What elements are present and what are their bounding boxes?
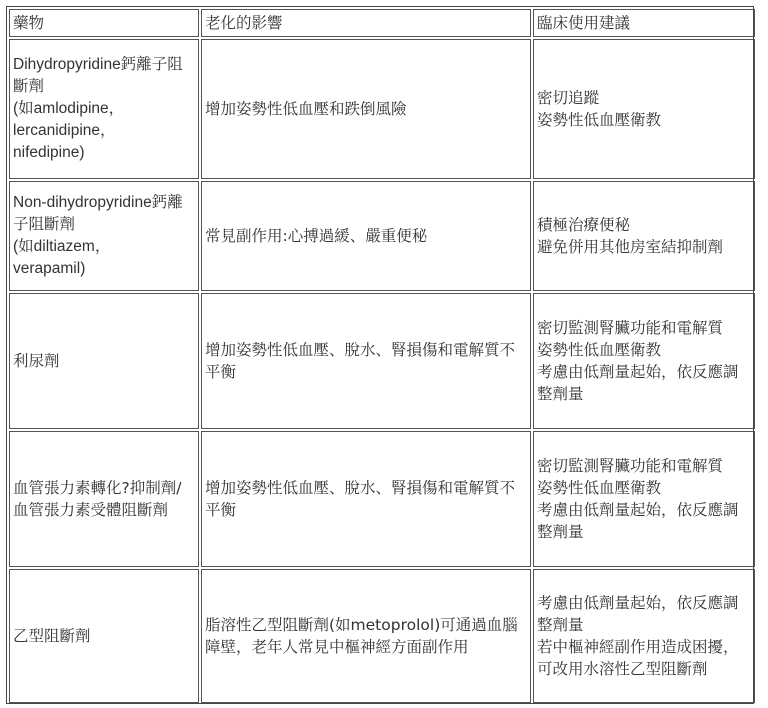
advice-cell (533, 39, 755, 179)
drug-cell (9, 181, 199, 291)
advice-line: 避免併用其他房室結抑制劑 (537, 238, 724, 256)
header-aging-effect: 老化的影響 (201, 9, 531, 37)
effect-cell (201, 39, 531, 179)
advice-line: 考慮由低劑量起始，依反應調整劑量 (537, 363, 739, 403)
advice-line: 考慮由低劑量起始，依反應調整劑量 (537, 594, 739, 634)
effect-line: 常見副作用:心搏過緩、嚴重便秘 (205, 227, 428, 245)
advice-line: 姿勢性低血壓衛教 (537, 111, 662, 129)
drug-cell (9, 293, 199, 429)
table-row (9, 431, 755, 567)
advice-cell (533, 569, 755, 703)
drug-line: Non-dihydropyridine鈣離子阻斷劑 (13, 194, 183, 233)
advice-line: 積極治療便秘 (537, 216, 631, 234)
drug-cell (9, 431, 199, 567)
header-clinical-advice: 臨床使用建議 (533, 9, 755, 37)
header-drug: 藥物 (9, 9, 199, 37)
drug-line: verapamil) (13, 260, 86, 277)
drug-cell (9, 39, 199, 179)
effect-line: 脂溶性乙型阻斷劑(如metoprolol)可通過血腦障壁，老年人常見中樞神經方面副作用 (205, 616, 518, 656)
advice-line: 姿勢性低血壓衛教 (537, 479, 662, 497)
table-row (9, 39, 755, 179)
drug-line: 血管張力素轉化?抑制劑/血管張力素受體阻斷劑 (13, 479, 182, 519)
advice-cell (533, 431, 755, 567)
drug-aging-table (7, 7, 757, 705)
drug-cell (9, 569, 199, 703)
table-row (9, 569, 755, 703)
drug-line: 利尿劑 (13, 352, 60, 370)
effect-cell (201, 569, 531, 703)
advice-line: 考慮由低劑量起始，依反應調整劑量 (537, 501, 739, 541)
advice-line: 若中樞神經副作用造成困擾，可改用水溶性乙型阻斷劑 (537, 638, 739, 678)
effect-cell (201, 431, 531, 567)
effect-cell (201, 181, 531, 291)
drug-line: (如diltiazem， (13, 238, 111, 255)
advice-cell (533, 293, 755, 429)
table-row (9, 293, 755, 429)
effect-line: 增加姿勢性低血壓、脫水、腎損傷和電解質不平衡 (205, 341, 516, 381)
advice-line: 姿勢性低血壓衛教 (537, 341, 662, 359)
effect-line: 增加姿勢性低血壓和跌倒風險 (205, 100, 407, 118)
table-header-row (9, 9, 755, 37)
advice-line: 密切監測腎臟功能和電解質 (537, 319, 724, 337)
drug-aging-table-container (6, 6, 754, 704)
drug-line: (如amlodipine， (13, 100, 125, 117)
drug-line: Dihydropyridine鈣離子阻斷劑 (13, 56, 183, 95)
advice-cell (533, 181, 755, 291)
drug-line: lercanidipine， (13, 122, 116, 139)
drug-line: nifedipine) (13, 144, 85, 161)
table-row (9, 181, 755, 291)
advice-line: 密切監測腎臟功能和電解質 (537, 457, 724, 475)
drug-line: 乙型阻斷劑 (13, 627, 91, 645)
advice-line: 密切追蹤 (537, 89, 600, 107)
effect-line: 增加姿勢性低血壓、脫水、腎損傷和電解質不平衡 (205, 479, 516, 519)
effect-cell (201, 293, 531, 429)
